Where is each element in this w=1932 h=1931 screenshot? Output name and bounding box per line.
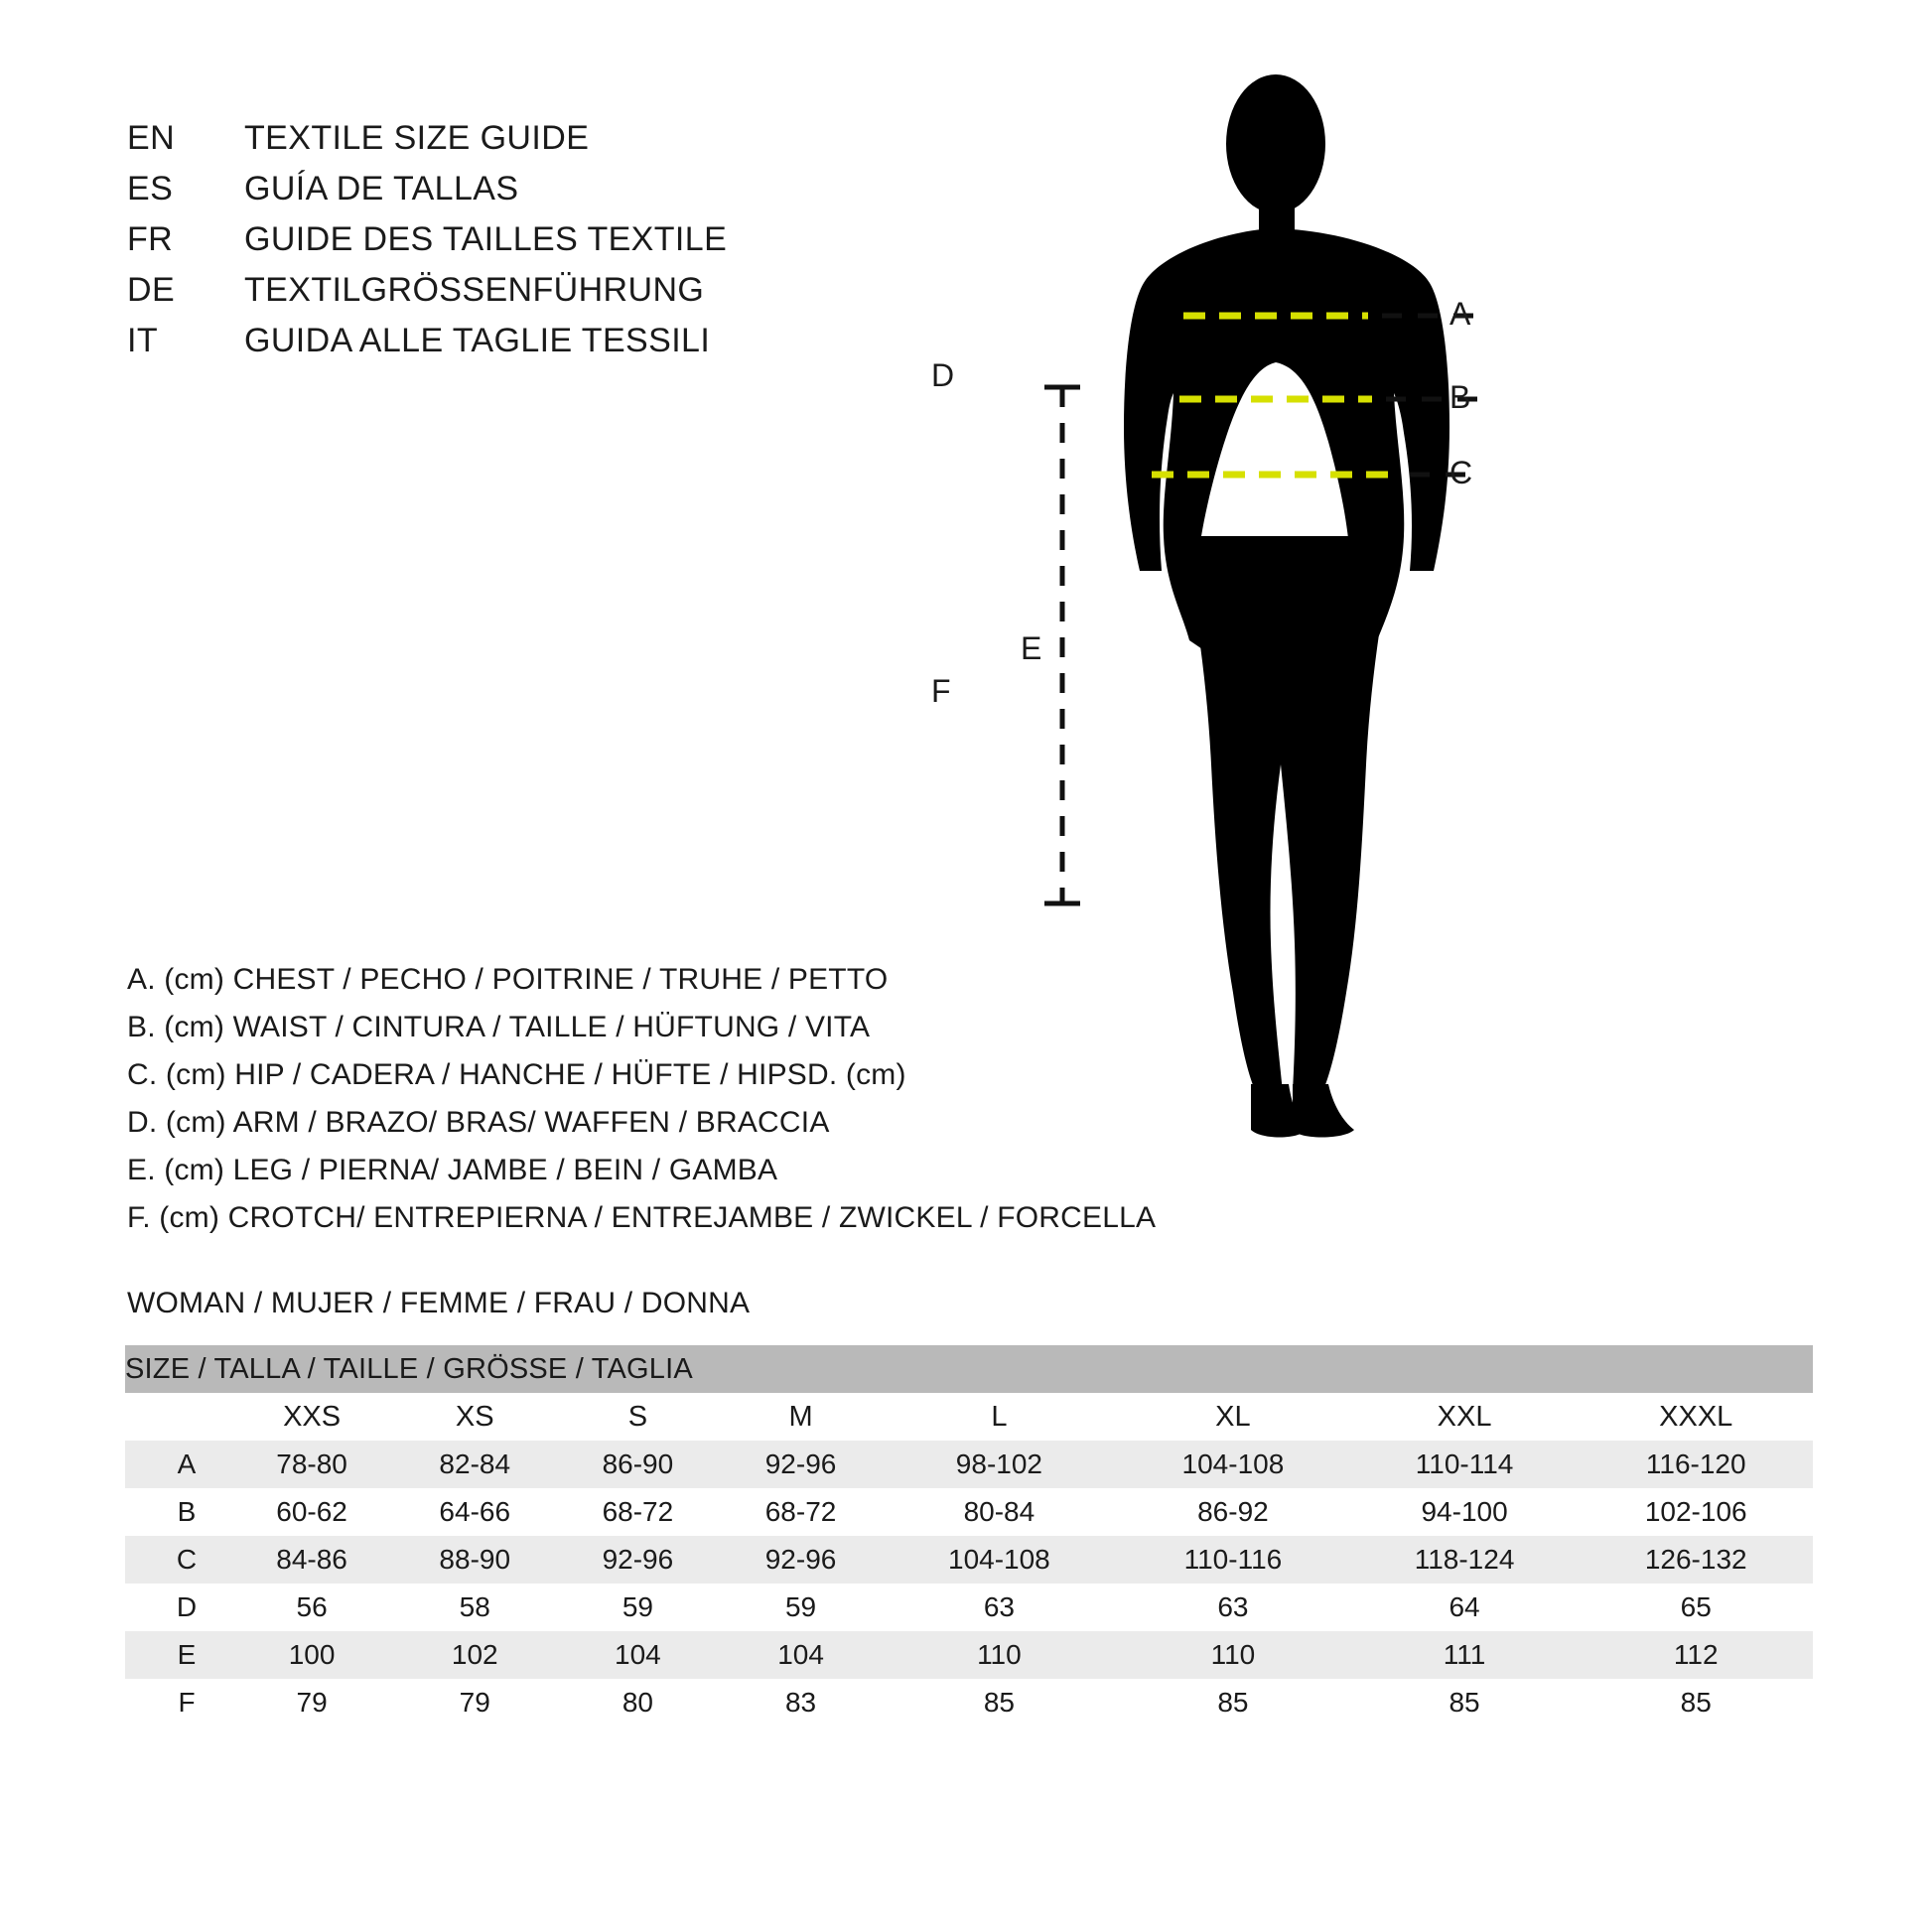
table-cell: 104-108	[883, 1536, 1117, 1584]
table-cell: 118-124	[1350, 1536, 1580, 1584]
table-header-m: M	[719, 1393, 882, 1441]
table-cell: 85	[883, 1679, 1117, 1726]
table-cell: 79	[230, 1679, 393, 1726]
bracket-label-d: D	[931, 357, 955, 393]
language-code: FR	[127, 220, 174, 258]
table-cell: 79	[393, 1679, 556, 1726]
legend-item-a: A. (cm) CHEST / PECHO / POITRINE / TRUHE / PETTO	[127, 963, 889, 996]
row-label: D	[125, 1584, 230, 1631]
table-caption-row	[125, 1345, 1813, 1393]
language-row-fr	[127, 220, 882, 271]
table-cell: 64-66	[393, 1488, 556, 1536]
language-title: GUIDA ALLE TAGLIE TESSILI	[244, 322, 711, 359]
marker-label-b: B	[1449, 379, 1471, 415]
table-header-xl: XL	[1116, 1393, 1350, 1441]
table-cell: 85	[1350, 1679, 1580, 1726]
language-row-es	[127, 170, 882, 220]
table-cell: 88-90	[393, 1536, 556, 1584]
table-header-xxxl: XXXL	[1579, 1393, 1813, 1441]
table-cell: 56	[230, 1584, 393, 1631]
table-cell: 82-84	[393, 1441, 556, 1488]
row-label: E	[125, 1631, 230, 1679]
table-cell: 68-72	[719, 1488, 882, 1536]
table-cell: 78-80	[230, 1441, 393, 1488]
table-row	[125, 1488, 1813, 1536]
table-cell: 102-106	[1579, 1488, 1813, 1536]
table-cell: 63	[1116, 1584, 1350, 1631]
table-row	[125, 1441, 1813, 1488]
table-cell: 59	[719, 1584, 882, 1631]
table-cell: 104	[719, 1631, 882, 1679]
table-cell: 60-62	[230, 1488, 393, 1536]
table-row	[125, 1536, 1813, 1584]
row-label: B	[125, 1488, 230, 1536]
row-label: C	[125, 1536, 230, 1584]
table-cell: 116-120	[1579, 1441, 1813, 1488]
table-cell: 84-86	[230, 1536, 393, 1584]
table-cell: 85	[1116, 1679, 1350, 1726]
table-cell: 80	[556, 1679, 719, 1726]
language-code: ES	[127, 170, 174, 207]
table-cell: 104	[556, 1631, 719, 1679]
table-header-xxl: XXL	[1350, 1393, 1580, 1441]
table-cell: 63	[883, 1584, 1117, 1631]
table-header-l: L	[883, 1393, 1117, 1441]
table-caption: SIZE / TALLA / TAILLE / GRÖSSE / TAGLIA	[125, 1345, 1813, 1393]
marker-label-c: C	[1449, 455, 1473, 490]
table-header-xs: XS	[393, 1393, 556, 1441]
table-cell: 102	[393, 1631, 556, 1679]
table-cell: 65	[1579, 1584, 1813, 1631]
table-cell: 92-96	[719, 1441, 882, 1488]
group-caption: WOMAN / MUJER / FEMME / FRAU / DONNA	[127, 1287, 751, 1319]
table-cell: 83	[719, 1679, 882, 1726]
language-row-it	[127, 322, 882, 372]
size-table	[125, 1345, 1813, 1726]
table-cell: 92-96	[556, 1536, 719, 1584]
table-row	[125, 1584, 1813, 1631]
table-cell: 110-116	[1116, 1536, 1350, 1584]
table-cell: 104-108	[1116, 1441, 1350, 1488]
bracket-label-f: F	[931, 673, 951, 709]
table-row	[125, 1679, 1813, 1726]
table-cell: 80-84	[883, 1488, 1117, 1536]
row-label: F	[125, 1679, 230, 1726]
table-cell: 112	[1579, 1631, 1813, 1679]
table-cell: 85	[1579, 1679, 1813, 1726]
table-cell: 98-102	[883, 1441, 1117, 1488]
language-title: TEXTILE SIZE GUIDE	[244, 119, 590, 157]
table-cell: 110-114	[1350, 1441, 1580, 1488]
table-cell: 59	[556, 1584, 719, 1631]
table-cell: 111	[1350, 1631, 1580, 1679]
language-code: IT	[127, 322, 159, 359]
table-cell: 94-100	[1350, 1488, 1580, 1536]
table-cell: 68-72	[556, 1488, 719, 1536]
table-cell: 92-96	[719, 1536, 882, 1584]
table-cell: 86-92	[1116, 1488, 1350, 1536]
table-cell: 64	[1350, 1584, 1580, 1631]
legend-item-d: D. (cm) ARM / BRAZO/ BRAS/ WAFFEN / BRACCIA	[127, 1106, 830, 1139]
language-title: GUIDE DES TAILLES TEXTILE	[244, 220, 728, 258]
language-row-de	[127, 271, 882, 322]
measurement-legend	[127, 956, 1219, 1242]
table-header-row	[125, 1393, 1813, 1441]
table-row	[125, 1631, 1813, 1679]
bracket-label-e: E	[1021, 630, 1042, 666]
table-header-s: S	[556, 1393, 719, 1441]
table-cell: 126-132	[1579, 1536, 1813, 1584]
legend-item-c: C. (cm) HIP / CADERA / HANCHE / HÜFTE / HIPSD. (cm)	[127, 1058, 906, 1091]
table-cell: 86-90	[556, 1441, 719, 1488]
bracket-e	[1044, 387, 1080, 903]
legend-item-b: B. (cm) WAIST / CINTURA / TAILLE / HÜFTUNG / VITA	[127, 1011, 871, 1043]
legend-item-f: F. (cm) CROTCH/ ENTREPIERNA / ENTREJAMBE / ZWICKEL / FORCELLA	[127, 1201, 1157, 1234]
table-header-corner	[125, 1393, 230, 1441]
language-code: DE	[127, 271, 176, 309]
table-cell: 110	[1116, 1631, 1350, 1679]
row-label: A	[125, 1441, 230, 1488]
language-title: GUÍA DE TALLAS	[244, 170, 519, 207]
language-title: TEXTILGRÖSSENFÜHRUNG	[244, 271, 705, 309]
legend-item-e: E. (cm) LEG / PIERNA/ JAMBE / BEIN / GAMBA	[127, 1154, 778, 1186]
language-title-block	[127, 119, 882, 372]
table-cell: 100	[230, 1631, 393, 1679]
table-cell: 58	[393, 1584, 556, 1631]
table-header-xxs: XXS	[230, 1393, 393, 1441]
language-row-en	[127, 119, 882, 170]
table-cell: 110	[883, 1631, 1117, 1679]
language-code: EN	[127, 119, 176, 157]
marker-label-a: A	[1449, 296, 1471, 332]
